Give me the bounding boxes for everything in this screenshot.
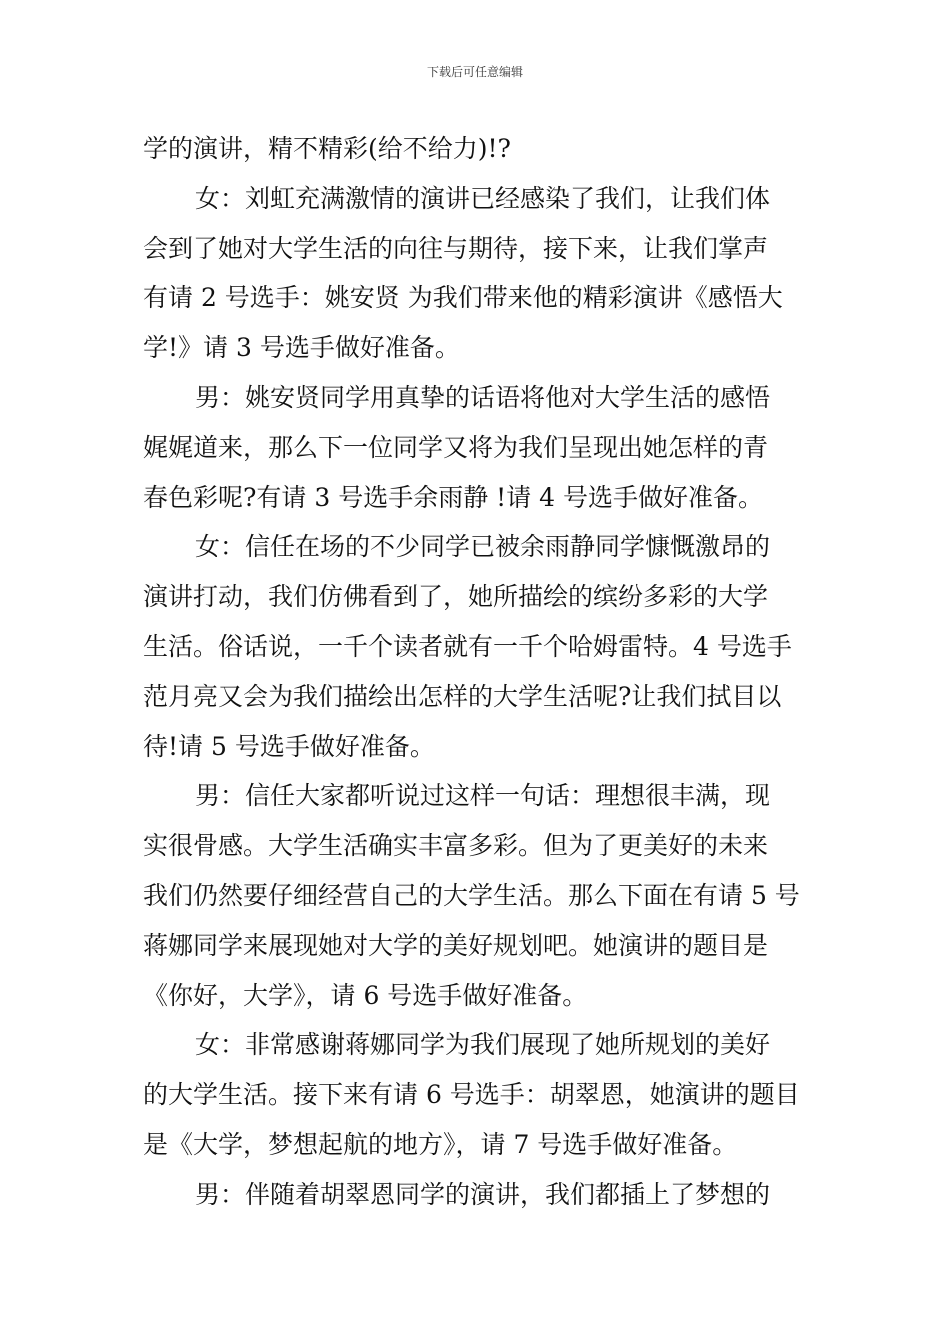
text-line: 娓娓道来，那么下一位同学又将为我们呈现出她怎样的青 <box>143 432 769 462</box>
paragraph-start-line: 女：刘虹充满激情的演讲已经感染了我们，让我们体 <box>195 183 771 213</box>
paragraph-start-line: 男：信任大家都听说过这样一句话：理想很丰满，现 <box>195 781 771 811</box>
text-line: 春色彩呢?有请 3 号选手余雨静 !请 4 号选手做好准备。 <box>143 482 763 512</box>
text-line: 是《大学，梦想起航的地方》，请 7 号选手做好准备。 <box>143 1129 738 1159</box>
page-header-note: 下载后可任意编辑 <box>426 65 523 79</box>
paragraph-start-line: 女：非常感谢蒋娜同学为我们展现了她所规划的美好 <box>195 1030 771 1060</box>
text-line: 有请 2 号选手：姚安贤 为我们带来他的精彩演讲《感悟大 <box>143 283 783 313</box>
text-line: 生活。俗话说，一千个读者就有一千个哈姆雷特。4 号选手 <box>143 631 792 661</box>
text-line: 实很骨感。大学生活确实丰富多彩。但为了更美好的未来 <box>143 831 769 861</box>
text-line: 《你好，大学》，请 6 号选手做好准备。 <box>143 980 588 1010</box>
text-line: 范月亮又会为我们描绘出怎样的大学生活呢?让我们拭目以 <box>143 681 782 711</box>
text-line: 蒋娜同学来展现她对大学的美好规划吧。她演讲的题目是 <box>143 930 769 960</box>
text-line: 演讲打动，我们仿佛看到了，她所描绘的缤纷多彩的大学 <box>143 582 769 612</box>
document-body <box>143 124 808 1220</box>
text-line: 学的演讲，精不精彩(给不给力)!? <box>143 134 511 163</box>
text-line: 会到了她对大学生活的向往与期待，接下来，让我们掌声 <box>143 233 769 263</box>
text-line: 待!请 5 号选手做好准备。 <box>143 731 435 761</box>
paragraph-start-line: 男：伴随着胡翠恩同学的演讲，我们都插上了梦想的 <box>195 1179 771 1209</box>
text-line: 的大学生活。接下来有请 6 号选手：胡翠恩，她演讲的题目 <box>143 1080 800 1110</box>
text-line: 我们仍然要仔细经营自己的大学生活。那么下面在有请 5 号 <box>143 880 800 910</box>
paragraph-start-line: 男：姚安贤同学用真挚的话语将他对大学生活的感悟 <box>195 382 771 412</box>
text-line: 学!》请 3 号选手做好准备。 <box>143 333 460 363</box>
paragraph-start-line: 女：信任在场的不少同学已被余雨静同学慷慨激昂的 <box>195 532 771 562</box>
